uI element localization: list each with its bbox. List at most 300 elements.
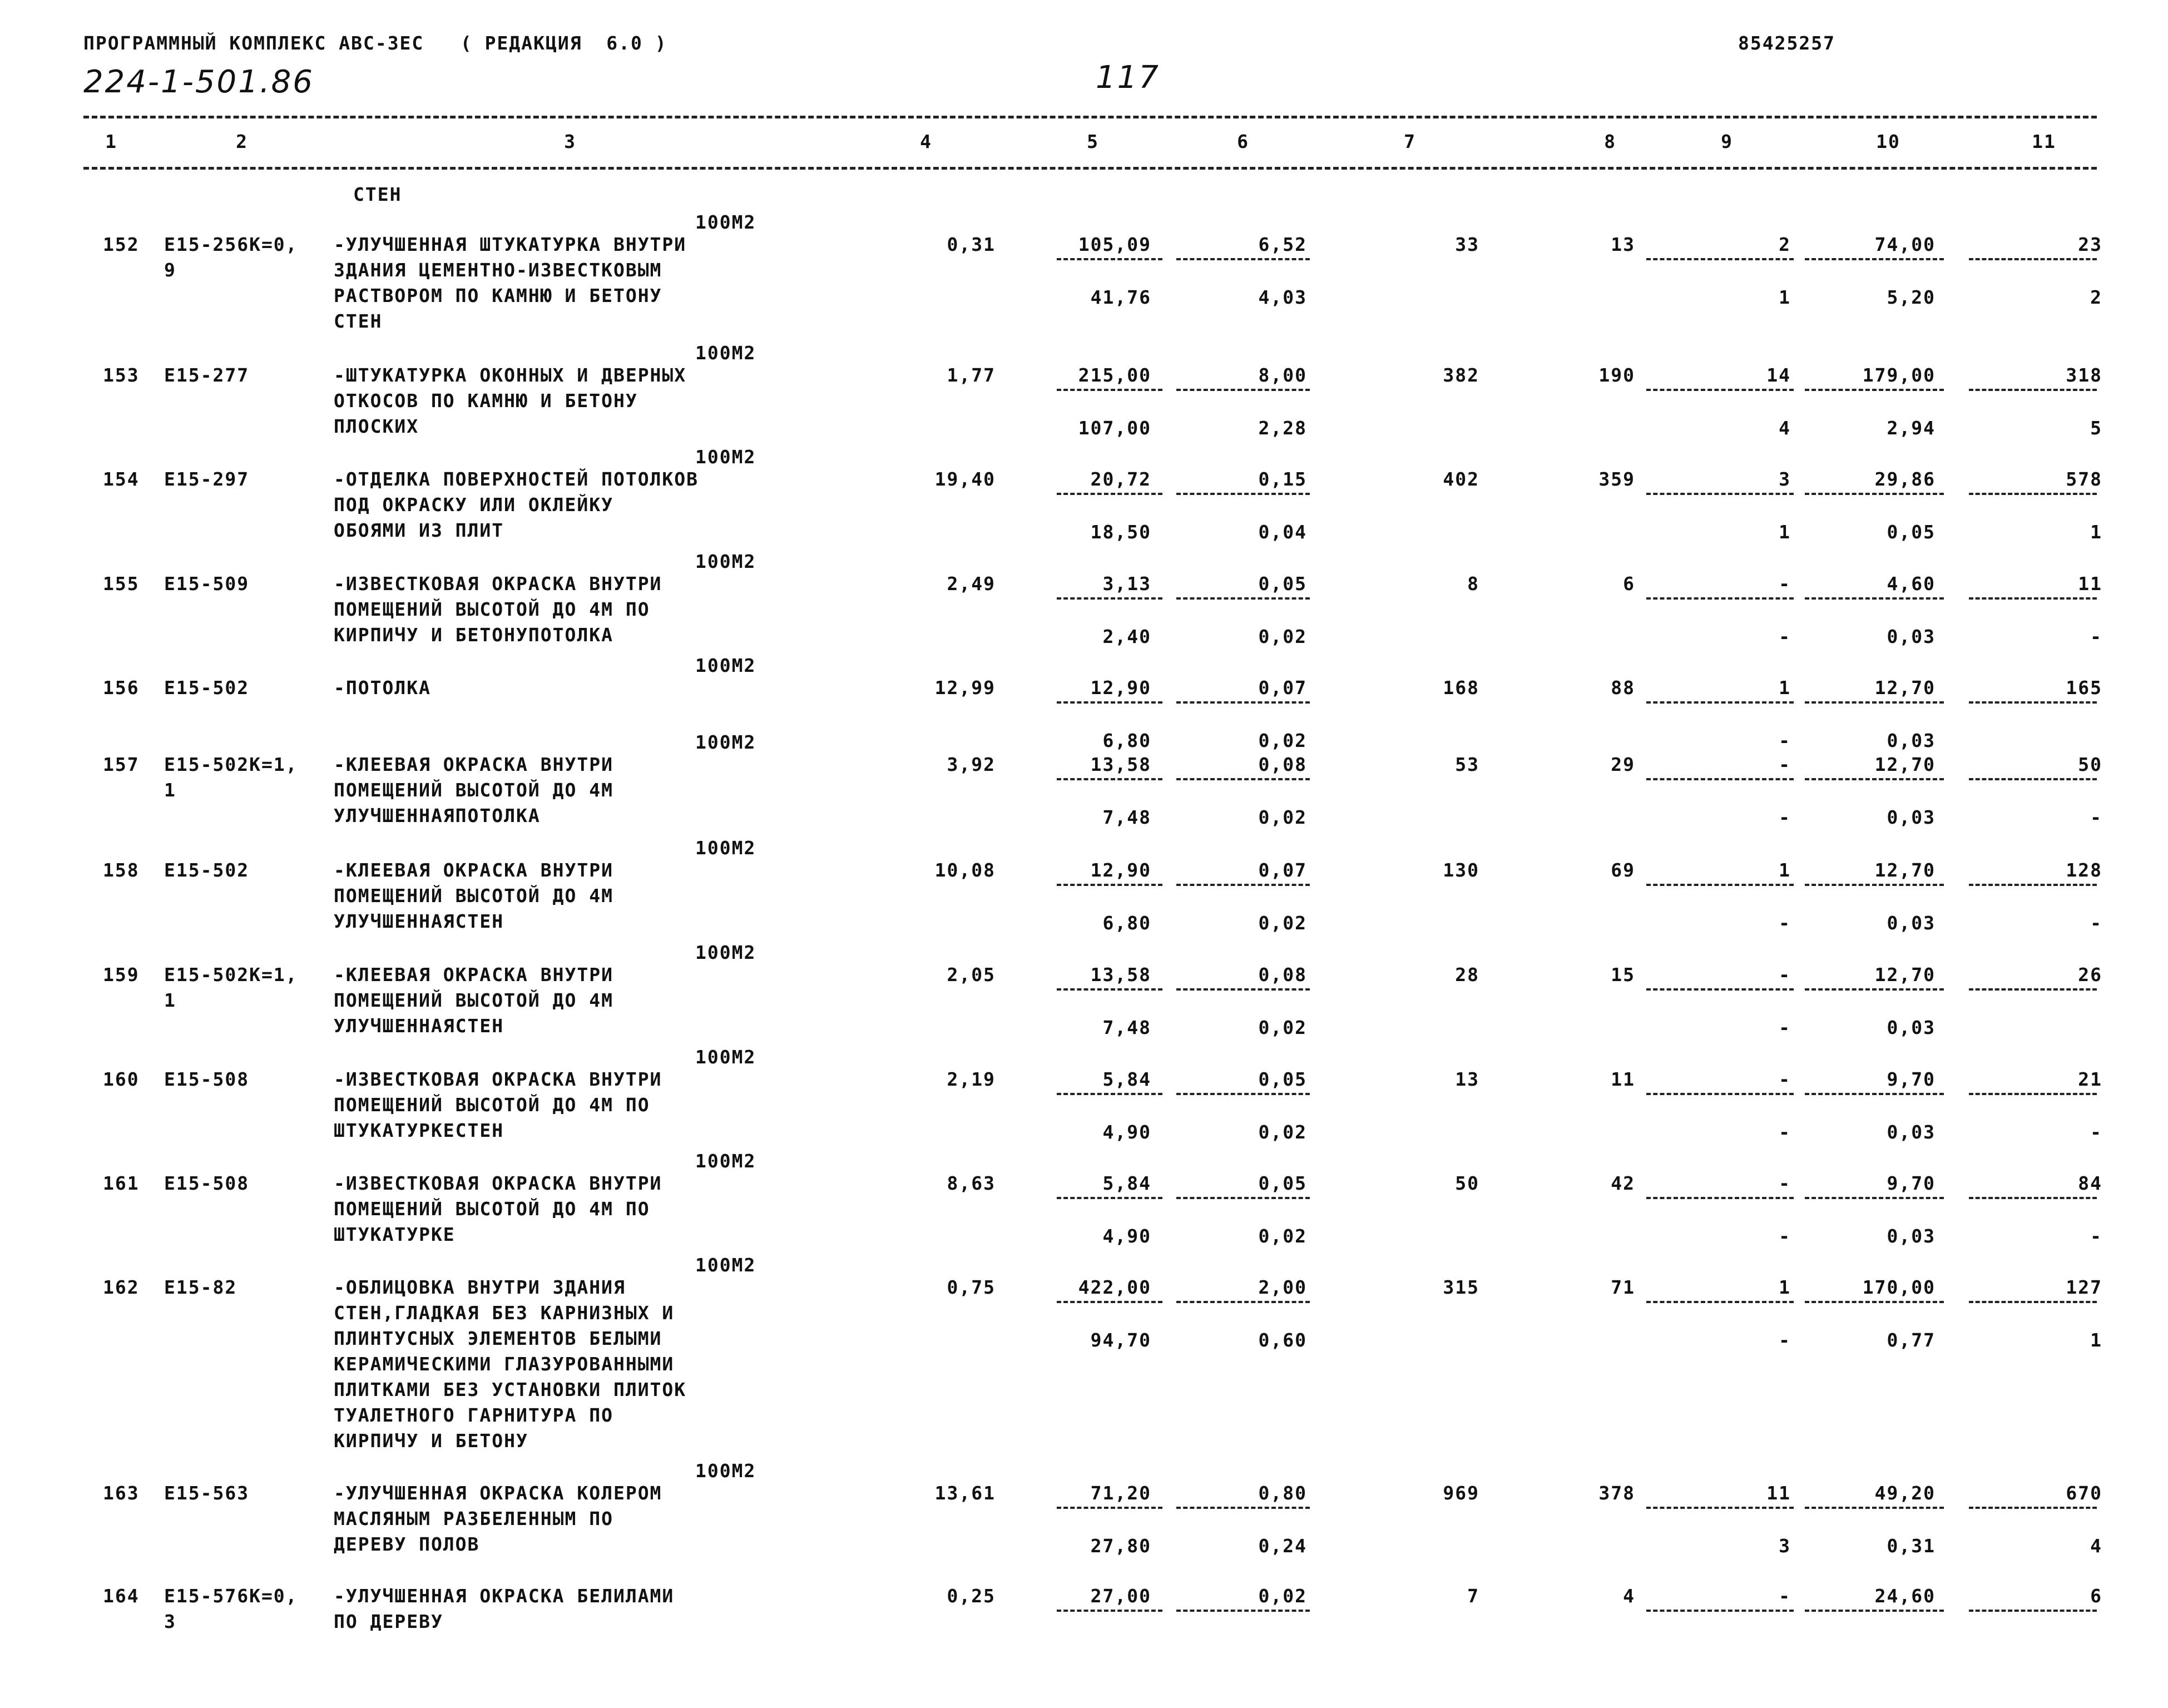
labor-total: 318 xyxy=(2066,364,2102,386)
labor-workers: - xyxy=(1779,964,1791,986)
total-wages: 88 xyxy=(1611,677,1635,699)
machine-wages-per-unit: 2,28 xyxy=(1258,417,1307,439)
divider-labor-total xyxy=(1969,493,2097,495)
work-description-line: КЕРАМИЧЕСКИМИ ГЛАЗУРОВАННЫМИ xyxy=(334,1353,675,1375)
work-description-line: КИРПИЧУ И БЕТОНУПОТОЛКА xyxy=(334,624,613,646)
divider-labor-per-unit xyxy=(1805,988,1944,991)
work-description-line: ПЛОСКИХ xyxy=(334,415,419,437)
handwritten-code: 224-1-501.86 xyxy=(83,64,314,100)
machine-wages-per-unit: 0,02 xyxy=(1258,1017,1307,1038)
divider-labor-workers xyxy=(1646,988,1794,991)
unit-cost-machines: 0,08 xyxy=(1258,964,1307,986)
total-cost: 969 xyxy=(1443,1482,1479,1504)
total-cost: 53 xyxy=(1455,754,1479,775)
labor-workers: 1 xyxy=(1779,1276,1791,1298)
unit-label: 100М2 xyxy=(695,446,756,468)
divider-cost xyxy=(1057,258,1162,260)
work-description-line: ОБОЯМИ ИЗ ПЛИТ xyxy=(334,519,504,541)
work-description-line: ПЛИТКАМИ БЕЗ УСТАНОВКИ ПЛИТОК xyxy=(334,1379,687,1400)
norm-code: Е15-502К=1, xyxy=(164,754,298,775)
divider-machines xyxy=(1176,701,1310,704)
quantity: 0,75 xyxy=(947,1276,996,1298)
divider-labor-total xyxy=(1969,389,2097,391)
unit-cost-machines: 0,02 xyxy=(1258,1585,1307,1607)
labor-per-unit: 12,70 xyxy=(1874,677,1936,699)
norm-code-suffix: 3 xyxy=(164,1611,176,1632)
divider-labor-per-unit xyxy=(1805,258,1944,260)
work-description-line: -ИЗВЕСТКОВАЯ ОКРАСКА ВНУТРИ xyxy=(334,1068,662,1090)
work-description-line: КИРПИЧУ И БЕТОНУ xyxy=(334,1430,528,1452)
total-wages: 4 xyxy=(1623,1585,1635,1607)
divider-machines xyxy=(1176,258,1310,260)
column-header-7: 7 xyxy=(1404,131,1416,152)
labor-workers: 1 xyxy=(1779,677,1791,699)
labor-workers-machine: - xyxy=(1779,626,1791,647)
divider-labor-per-unit xyxy=(1805,1301,1944,1303)
divider-labor-total xyxy=(1969,988,2097,991)
quantity: 2,19 xyxy=(947,1068,996,1090)
divider-machines xyxy=(1176,493,1310,495)
divider-machines xyxy=(1176,389,1310,391)
quantity: 10,08 xyxy=(934,859,996,881)
divider-labor-per-unit xyxy=(1805,1093,1944,1095)
unit-cost-machines: 6,52 xyxy=(1258,234,1307,255)
divider-cost xyxy=(1057,1610,1162,1612)
row-number: 156 xyxy=(103,677,140,699)
labor-machine-per-unit: 0,03 xyxy=(1887,1017,1936,1038)
divider-labor-workers xyxy=(1646,701,1794,704)
total-wages: 6 xyxy=(1623,573,1635,595)
labor-total: 670 xyxy=(2066,1482,2102,1504)
total-cost: 28 xyxy=(1455,964,1479,986)
labor-workers: - xyxy=(1779,754,1791,775)
labor-per-unit: 170,00 xyxy=(1862,1276,1936,1298)
divider-cost xyxy=(1057,1197,1162,1199)
divider-labor-total xyxy=(1969,778,2097,780)
unit-cost-total: 27,00 xyxy=(1090,1585,1151,1607)
unit-cost-total: 13,58 xyxy=(1090,964,1151,986)
work-description-line: -КЛЕЕВАЯ ОКРАСКА ВНУТРИ xyxy=(334,964,613,986)
unit-label: 100М2 xyxy=(695,655,756,676)
unit-label: 100М2 xyxy=(695,342,756,364)
labor-per-unit: 74,00 xyxy=(1874,234,1936,255)
norm-code: Е15-502К=1, xyxy=(164,964,298,986)
work-description-line: ТУАЛЕТНОГО ГАРНИТУРА ПО xyxy=(334,1404,613,1426)
divider-labor-total xyxy=(1969,1093,2097,1095)
labor-workers-machine: - xyxy=(1779,806,1791,828)
divider-labor-workers xyxy=(1646,493,1794,495)
program-title: ПРОГРАММНЫЙ КОМПЛЕКС АВС-3ЕС ( РЕДАКЦИЯ 6.0 ) xyxy=(83,32,667,54)
labor-workers-machine: 4 xyxy=(1779,417,1791,439)
wages-per-unit: 6,80 xyxy=(1102,730,1151,751)
labor-workers: - xyxy=(1779,1068,1791,1090)
quantity: 2,49 xyxy=(947,573,996,595)
divider-labor-workers xyxy=(1646,1093,1794,1095)
column-header-11: 11 xyxy=(2032,131,2056,152)
unit-cost-machines: 0,05 xyxy=(1258,1172,1307,1194)
machine-wages-per-unit: 4,03 xyxy=(1258,286,1307,308)
work-description-line: ПОМЕЩЕНИЙ ВЫСОТОЙ ДО 4М xyxy=(334,779,613,801)
divider-machines xyxy=(1176,597,1310,600)
unit-cost-total: 12,90 xyxy=(1090,859,1151,881)
labor-total: 578 xyxy=(2066,468,2102,490)
labor-machine-total: 5 xyxy=(2090,417,2102,439)
machine-wages-per-unit: 0,02 xyxy=(1258,806,1307,828)
labor-total: 6 xyxy=(2090,1585,2102,1607)
work-description-line: СТЕН,ГЛАДКАЯ БЕЗ КАРНИЗНЫХ И xyxy=(334,1302,675,1324)
labor-machine-per-unit: 0,03 xyxy=(1887,806,1936,828)
norm-code-suffix: 9 xyxy=(164,259,176,281)
labor-per-unit: 24,60 xyxy=(1874,1585,1936,1607)
divider-labor-workers xyxy=(1646,1197,1794,1199)
norm-code: Е15-576К=0, xyxy=(164,1585,298,1607)
total-wages: 190 xyxy=(1598,364,1635,386)
norm-code-suffix: 1 xyxy=(164,779,176,801)
row-number: 159 xyxy=(103,964,140,986)
divider-machines xyxy=(1176,778,1310,780)
row-number: 158 xyxy=(103,859,140,881)
divider-cost xyxy=(1057,1301,1162,1303)
divider-labor-total xyxy=(1969,1610,2097,1612)
divider-machines xyxy=(1176,1610,1310,1612)
divider-labor-per-unit xyxy=(1805,1507,1944,1509)
divider-labor-workers xyxy=(1646,1610,1794,1612)
machine-wages-per-unit: 0,02 xyxy=(1258,626,1307,647)
divider-cost xyxy=(1057,493,1162,495)
labor-per-unit: 49,20 xyxy=(1874,1482,1936,1504)
divider-labor-workers xyxy=(1646,778,1794,780)
total-wages: 42 xyxy=(1611,1172,1635,1194)
labor-workers: 2 xyxy=(1779,234,1791,255)
labor-machine-per-unit: 0,03 xyxy=(1887,626,1936,647)
labor-total: 128 xyxy=(2066,859,2102,881)
column-header-6: 6 xyxy=(1237,131,1249,152)
labor-per-unit: 12,70 xyxy=(1874,754,1936,775)
wages-per-unit: 18,50 xyxy=(1090,521,1151,543)
unit-label: 100М2 xyxy=(695,731,756,753)
labor-total: 84 xyxy=(2078,1172,2102,1194)
machine-wages-per-unit: 0,02 xyxy=(1258,1225,1307,1247)
unit-label: 100М2 xyxy=(695,1150,756,1172)
unit-label: 100М2 xyxy=(695,837,756,859)
row-number: 155 xyxy=(103,573,140,595)
quantity: 2,05 xyxy=(947,964,996,986)
work-description-line: -УЛУЧШЕННАЯ ОКРАСКА КОЛЕРОМ xyxy=(334,1482,662,1504)
norm-code: Е15-508 xyxy=(164,1068,250,1090)
total-wages: 15 xyxy=(1611,964,1635,986)
row-number: 160 xyxy=(103,1068,140,1090)
norm-code: Е15-502 xyxy=(164,677,250,699)
divider-cost xyxy=(1057,988,1162,991)
labor-per-unit: 9,70 xyxy=(1887,1068,1936,1090)
divider-machines xyxy=(1176,1197,1310,1199)
labor-workers: - xyxy=(1779,573,1791,595)
document-number: 85425257 xyxy=(1738,32,1835,54)
machine-wages-per-unit: 0,02 xyxy=(1258,730,1307,751)
total-wages: 378 xyxy=(1598,1482,1635,1504)
unit-cost-machines: 0,05 xyxy=(1258,1068,1307,1090)
row-number: 154 xyxy=(103,468,140,490)
divider-labor-total xyxy=(1969,1301,2097,1303)
work-description-line: -КЛЕЕВАЯ ОКРАСКА ВНУТРИ xyxy=(334,859,613,881)
work-description-line: -ПОТОЛКА xyxy=(334,677,431,699)
norm-code: Е15-508 xyxy=(164,1172,250,1194)
labor-machine-total: 2 xyxy=(2090,286,2102,308)
unit-label: 100М2 xyxy=(695,1460,756,1482)
divider-labor-per-unit xyxy=(1805,597,1944,600)
total-wages: 69 xyxy=(1611,859,1635,881)
unit-cost-machines: 2,00 xyxy=(1258,1276,1307,1298)
labor-workers: 11 xyxy=(1766,1482,1791,1504)
quantity: 1,77 xyxy=(947,364,996,386)
divider-labor-per-unit xyxy=(1805,493,1944,495)
wages-per-unit: 7,48 xyxy=(1102,1017,1151,1038)
wages-per-unit: 27,80 xyxy=(1090,1535,1151,1557)
divider-machines xyxy=(1176,1301,1310,1303)
norm-code: Е15-502 xyxy=(164,859,250,881)
labor-machine-total: - xyxy=(2090,806,2102,828)
divider-labor-total xyxy=(1969,258,2097,260)
unit-cost-total: 20,72 xyxy=(1090,468,1151,490)
total-cost: 315 xyxy=(1443,1276,1479,1298)
divider-cost xyxy=(1057,1507,1162,1509)
labor-total: 26 xyxy=(2078,964,2102,986)
row-number: 161 xyxy=(103,1172,140,1194)
wages-per-unit: 107,00 xyxy=(1078,417,1151,439)
total-cost: 402 xyxy=(1443,468,1479,490)
labor-workers-machine: - xyxy=(1779,912,1791,934)
row-number: 157 xyxy=(103,754,140,775)
work-description-line: РАСТВОРОМ ПО КАМНЮ И БЕТОНУ xyxy=(334,285,662,306)
quantity: 19,40 xyxy=(934,468,996,490)
divider-labor-workers xyxy=(1646,597,1794,600)
lead-line: СТЕН xyxy=(353,184,402,205)
work-description-line: ДЕРЕВУ ПОЛОВ xyxy=(334,1533,480,1555)
row-number: 152 xyxy=(103,234,140,255)
labor-per-unit: 12,70 xyxy=(1874,859,1936,881)
total-cost: 13 xyxy=(1455,1068,1479,1090)
work-description-line: ПОМЕЩЕНИЙ ВЫСОТОЙ ДО 4М xyxy=(334,989,613,1011)
divider-labor-total xyxy=(1969,597,2097,600)
labor-workers-machine: - xyxy=(1779,730,1791,751)
work-description-line: -ШТУКАТУРКА ОКОННЫХ И ДВЕРНЫХ xyxy=(334,364,687,386)
machine-wages-per-unit: 0,02 xyxy=(1258,912,1307,934)
divider-labor-total xyxy=(1969,1507,2097,1509)
work-description-line: -ИЗВЕСТКОВАЯ ОКРАСКА ВНУТРИ xyxy=(334,1172,662,1194)
row-number: 153 xyxy=(103,364,140,386)
labor-machine-per-unit: 0,03 xyxy=(1887,730,1936,751)
machine-wages-per-unit: 0,02 xyxy=(1258,1121,1307,1143)
quantity: 3,92 xyxy=(947,754,996,775)
labor-machine-per-unit: 2,94 xyxy=(1887,417,1936,439)
divider-labor-total xyxy=(1969,884,2097,886)
labor-workers-machine: 1 xyxy=(1779,286,1791,308)
labor-per-unit: 9,70 xyxy=(1887,1172,1936,1194)
divider-labor-per-unit xyxy=(1805,778,1944,780)
divider-machines xyxy=(1176,1507,1310,1509)
labor-machine-per-unit: 0,03 xyxy=(1887,912,1936,934)
labor-workers: 3 xyxy=(1779,468,1791,490)
header-top-separator xyxy=(83,116,2097,118)
unit-cost-machines: 0,15 xyxy=(1258,468,1307,490)
handwritten-page-number: 117 xyxy=(1096,60,1160,96)
norm-code: Е15-256К=0, xyxy=(164,234,298,255)
labor-machine-per-unit: 0,31 xyxy=(1887,1535,1936,1557)
labor-workers-machine: - xyxy=(1779,1225,1791,1247)
norm-code: Е15-277 xyxy=(164,364,250,386)
wages-per-unit: 4,90 xyxy=(1102,1121,1151,1143)
divider-labor-per-unit xyxy=(1805,884,1944,886)
total-cost: 168 xyxy=(1443,677,1479,699)
machine-wages-per-unit: 0,24 xyxy=(1258,1535,1307,1557)
column-header-9: 9 xyxy=(1721,131,1733,152)
divider-labor-workers xyxy=(1646,1301,1794,1303)
divider-cost xyxy=(1057,701,1162,704)
unit-cost-total: 12,90 xyxy=(1090,677,1151,699)
total-wages: 29 xyxy=(1611,754,1635,775)
total-cost: 33 xyxy=(1455,234,1479,255)
wages-per-unit: 94,70 xyxy=(1090,1329,1151,1351)
divider-cost xyxy=(1057,884,1162,886)
column-header-2: 2 xyxy=(236,131,248,152)
quantity: 12,99 xyxy=(934,677,996,699)
divider-machines xyxy=(1176,1093,1310,1095)
total-cost: 7 xyxy=(1467,1585,1479,1607)
unit-cost-total: 13,58 xyxy=(1090,754,1151,775)
column-header-10: 10 xyxy=(1876,131,1900,152)
work-description-line: МАСЛЯНЫМ РАЗБЕЛЕННЫМ ПО xyxy=(334,1508,613,1529)
total-wages: 11 xyxy=(1611,1068,1635,1090)
column-header-3: 3 xyxy=(564,131,576,152)
work-description-line: -КЛЕЕВАЯ ОКРАСКА ВНУТРИ xyxy=(334,754,613,775)
labor-machine-per-unit: 0,05 xyxy=(1887,521,1936,543)
work-description-line: -ИЗВЕСТКОВАЯ ОКРАСКА ВНУТРИ xyxy=(334,573,662,595)
work-description-line: ПЛИНТУСНЫХ ЭЛЕМЕНТОВ БЕЛЫМИ xyxy=(334,1328,662,1349)
work-description-line: -ОТДЕЛКА ПОВЕРХНОСТЕЙ ПОТОЛКОВ xyxy=(334,468,699,490)
quantity: 13,61 xyxy=(934,1482,996,1504)
divider-cost xyxy=(1057,389,1162,391)
row-number: 164 xyxy=(103,1585,140,1607)
column-header-4: 4 xyxy=(920,131,932,152)
divider-labor-per-unit xyxy=(1805,1610,1944,1612)
row-number: 162 xyxy=(103,1276,140,1298)
labor-machine-per-unit: 0,03 xyxy=(1887,1225,1936,1247)
work-description-line: -УЛУЧШЕННАЯ ШТУКАТУРКА ВНУТРИ xyxy=(334,234,687,255)
labor-machine-total: - xyxy=(2090,1121,2102,1143)
divider-cost xyxy=(1057,1093,1162,1095)
divider-machines xyxy=(1176,988,1310,991)
quantity: 8,63 xyxy=(947,1172,996,1194)
unit-cost-total: 71,20 xyxy=(1090,1482,1151,1504)
wages-per-unit: 41,76 xyxy=(1090,286,1151,308)
header-bottom-separator xyxy=(83,167,2097,170)
labor-workers: - xyxy=(1779,1172,1791,1194)
work-description-line: ШТУКАТУРКЕСТЕН xyxy=(334,1120,504,1141)
unit-label: 100М2 xyxy=(695,1254,756,1276)
divider-labor-per-unit xyxy=(1805,389,1944,391)
work-description-line: ЗДАНИЯ ЦЕМЕНТНО-ИЗВЕСТКОВЫМ xyxy=(334,259,662,281)
labor-machine-per-unit: 5,20 xyxy=(1887,286,1936,308)
labor-workers: 1 xyxy=(1779,859,1791,881)
unit-cost-total: 5,84 xyxy=(1102,1172,1151,1194)
column-header-1: 1 xyxy=(105,131,117,152)
norm-code: Е15-509 xyxy=(164,573,250,595)
quantity: 0,25 xyxy=(947,1585,996,1607)
divider-labor-workers xyxy=(1646,389,1794,391)
norm-code: Е15-297 xyxy=(164,468,250,490)
divider-labor-workers xyxy=(1646,1507,1794,1509)
total-cost: 8 xyxy=(1467,573,1479,595)
divider-labor-workers xyxy=(1646,884,1794,886)
divider-cost xyxy=(1057,778,1162,780)
work-description-line: -ОБЛИЦОВКА ВНУТРИ ЗДАНИЯ xyxy=(334,1276,626,1298)
labor-workers: 14 xyxy=(1766,364,1791,386)
labor-machine-total: - xyxy=(2090,912,2102,934)
labor-per-unit: 29,86 xyxy=(1874,468,1936,490)
labor-machine-per-unit: 0,77 xyxy=(1887,1329,1936,1351)
work-description-line: ПО ДЕРЕВУ xyxy=(334,1611,443,1632)
divider-labor-total xyxy=(1969,1197,2097,1199)
divider-labor-total xyxy=(1969,701,2097,704)
total-wages: 71 xyxy=(1611,1276,1635,1298)
labor-machine-total: - xyxy=(2090,626,2102,647)
norm-code-suffix: 1 xyxy=(164,989,176,1011)
labor-machine-per-unit: 0,03 xyxy=(1887,1121,1936,1143)
work-description-line: ПОМЕЩЕНИЙ ВЫСОТОЙ ДО 4М ПО xyxy=(334,1094,650,1116)
labor-total: 165 xyxy=(2066,677,2102,699)
labor-workers: - xyxy=(1779,1585,1791,1607)
labor-machine-total: - xyxy=(2090,1225,2102,1247)
work-description-line: ПОМЕЩЕНИЙ ВЫСОТОЙ ДО 4М ПО xyxy=(334,598,650,620)
column-header-5: 5 xyxy=(1087,131,1099,152)
work-description-line: ПОМЕЩЕНИЙ ВЫСОТОЙ ДО 4М ПО xyxy=(334,1198,650,1220)
unit-cost-total: 105,09 xyxy=(1078,234,1151,255)
unit-cost-machines: 0,07 xyxy=(1258,859,1307,881)
total-cost: 382 xyxy=(1443,364,1479,386)
work-description-line: ПОМЕЩЕНИЙ ВЫСОТОЙ ДО 4М xyxy=(334,885,613,907)
wages-per-unit: 4,90 xyxy=(1102,1225,1151,1247)
machine-wages-per-unit: 0,60 xyxy=(1258,1329,1307,1351)
unit-cost-machines: 0,80 xyxy=(1258,1482,1307,1504)
unit-label: 100М2 xyxy=(695,551,756,572)
labor-total: 23 xyxy=(2078,234,2102,255)
labor-workers-machine: - xyxy=(1779,1329,1791,1351)
work-description-line: УЛУЧШЕННАЯСТЕН xyxy=(334,1015,504,1037)
norm-code: Е15-82 xyxy=(164,1276,237,1298)
divider-labor-per-unit xyxy=(1805,1197,1944,1199)
work-description-line: УЛУЧШЕННАЯСТЕН xyxy=(334,910,504,932)
labor-workers-machine: - xyxy=(1779,1017,1791,1038)
machine-wages-per-unit: 0,04 xyxy=(1258,521,1307,543)
unit-cost-total: 215,00 xyxy=(1078,364,1151,386)
unit-label: 100М2 xyxy=(695,1046,756,1068)
labor-total: 11 xyxy=(2078,573,2102,595)
norm-code: Е15-563 xyxy=(164,1482,250,1504)
work-description-line: ШТУКАТУРКЕ xyxy=(334,1224,456,1245)
labor-machine-total: 1 xyxy=(2090,521,2102,543)
row-number: 163 xyxy=(103,1482,140,1504)
labor-total: 50 xyxy=(2078,754,2102,775)
divider-cost xyxy=(1057,597,1162,600)
unit-label: 100М2 xyxy=(695,211,756,233)
work-description-line: СТЕН xyxy=(334,310,383,332)
column-header-8: 8 xyxy=(1604,131,1616,152)
labor-machine-total: 1 xyxy=(2090,1329,2102,1351)
work-description-line: ПОД ОКРАСКУ ИЛИ ОКЛЕЙКУ xyxy=(334,494,613,516)
total-wages: 359 xyxy=(1598,468,1635,490)
total-wages: 13 xyxy=(1611,234,1635,255)
quantity: 0,31 xyxy=(947,234,996,255)
